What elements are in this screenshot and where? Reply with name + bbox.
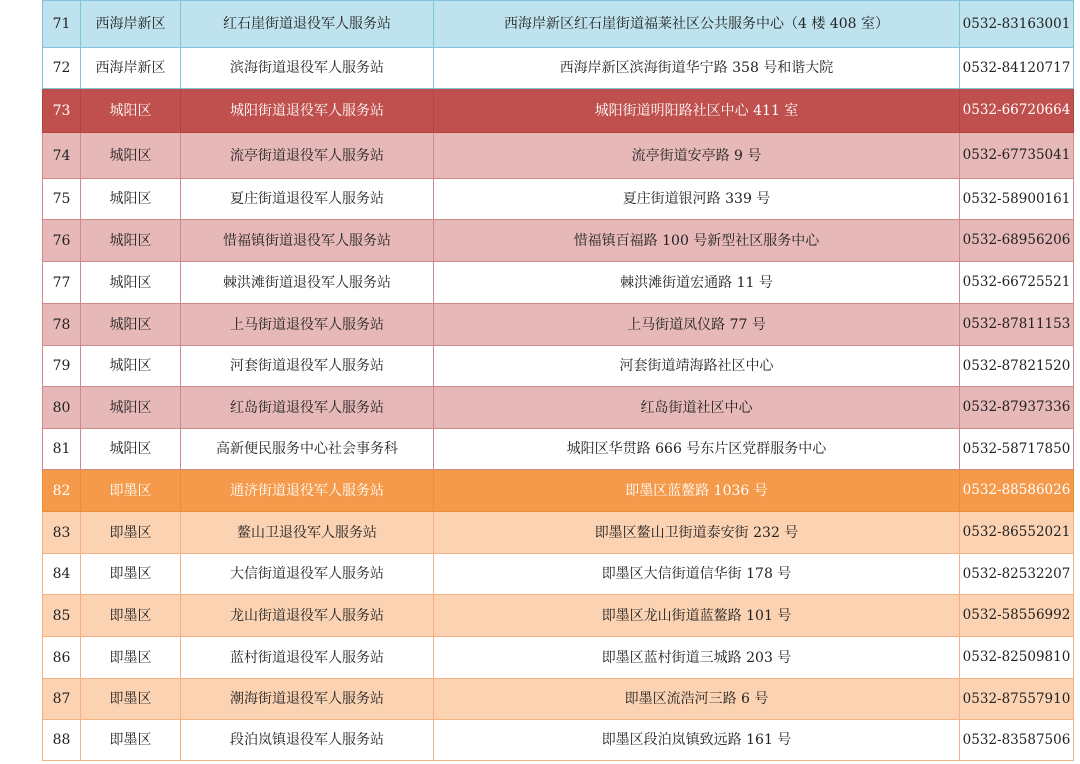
table-row [43, 429, 1074, 470]
row-number-cell: 87 [43, 679, 81, 720]
phone-cell: 0532-58717850 [960, 429, 1074, 470]
station-name-cell: 通济街道退役军人服务站 [181, 470, 434, 512]
service-station-table [42, 0, 1074, 761]
district-cell: 即墨区 [81, 554, 181, 595]
address-cell: 即墨区大信街道信华街 178 号 [434, 554, 960, 595]
row-number-cell: 74 [43, 133, 81, 179]
phone-cell: 0532-82532207 [960, 554, 1074, 595]
address-cell: 即墨区段泊岚镇致远路 161 号 [434, 720, 960, 761]
address-cell: 河套街道靖海路社区中心 [434, 346, 960, 387]
district-cell: 城阳区 [81, 220, 181, 262]
table-row [43, 470, 1074, 512]
table-row [43, 387, 1074, 429]
district-cell: 城阳区 [81, 262, 181, 304]
row-number-cell: 84 [43, 554, 81, 595]
phone-cell: 0532-58900161 [960, 179, 1074, 220]
address-cell: 城阳街道明阳路社区中心 411 室 [434, 89, 960, 133]
row-number-cell: 83 [43, 512, 81, 554]
table-row [43, 48, 1074, 89]
district-cell: 城阳区 [81, 133, 181, 179]
station-name-cell: 流亭街道退役军人服务站 [181, 133, 434, 179]
station-name-cell: 河套街道退役军人服务站 [181, 346, 434, 387]
district-cell: 即墨区 [81, 679, 181, 720]
station-name-cell: 惜福镇街道退役军人服务站 [181, 220, 434, 262]
district-cell: 城阳区 [81, 346, 181, 387]
row-number-cell: 88 [43, 720, 81, 761]
row-number-cell: 71 [43, 1, 81, 48]
table-row [43, 304, 1074, 346]
table-row [43, 262, 1074, 304]
phone-cell: 0532-66720664 [960, 89, 1074, 133]
address-cell: 城阳区华贯路 666 号东片区党群服务中心 [434, 429, 960, 470]
table-row [43, 637, 1074, 679]
address-cell: 西海岸新区红石崖街道福莱社区公共服务中心（4 楼 408 室） [434, 1, 960, 48]
phone-cell: 0532-87557910 [960, 679, 1074, 720]
district-cell: 即墨区 [81, 470, 181, 512]
row-number-cell: 82 [43, 470, 81, 512]
phone-cell: 0532-67735041 [960, 133, 1074, 179]
address-cell: 棘洪滩街道宏通路 11 号 [434, 262, 960, 304]
phone-cell: 0532-87821520 [960, 346, 1074, 387]
address-cell: 即墨区鳌山卫街道泰安街 232 号 [434, 512, 960, 554]
district-cell: 即墨区 [81, 512, 181, 554]
address-cell: 上马街道凤仪路 77 号 [434, 304, 960, 346]
table-row [43, 346, 1074, 387]
address-cell: 即墨区流浩河三路 6 号 [434, 679, 960, 720]
station-name-cell: 红岛街道退役军人服务站 [181, 387, 434, 429]
address-cell: 红岛街道社区中心 [434, 387, 960, 429]
address-cell: 西海岸新区滨海街道华宁路 358 号和谐大院 [434, 48, 960, 89]
phone-cell: 0532-86552021 [960, 512, 1074, 554]
row-number-cell: 72 [43, 48, 81, 89]
address-cell: 即墨区蓝村街道三城路 203 号 [434, 637, 960, 679]
table-row [43, 220, 1074, 262]
district-cell: 即墨区 [81, 595, 181, 637]
row-number-cell: 78 [43, 304, 81, 346]
station-name-cell: 高新便民服务中心社会事务科 [181, 429, 434, 470]
table-row [43, 179, 1074, 220]
address-cell: 流亭街道安亭路 9 号 [434, 133, 960, 179]
phone-cell: 0532-87811153 [960, 304, 1074, 346]
address-cell: 夏庄街道银河路 339 号 [434, 179, 960, 220]
phone-cell: 0532-58556992 [960, 595, 1074, 637]
phone-cell: 0532-83587506 [960, 720, 1074, 761]
station-name-cell: 潮海街道退役军人服务站 [181, 679, 434, 720]
table-row [43, 89, 1074, 133]
table-body [43, 1, 1074, 761]
district-cell: 城阳区 [81, 179, 181, 220]
station-name-cell: 滨海街道退役军人服务站 [181, 48, 434, 89]
district-cell: 即墨区 [81, 637, 181, 679]
table-row [43, 133, 1074, 179]
address-cell: 即墨区龙山街道蓝鳌路 101 号 [434, 595, 960, 637]
phone-cell: 0532-88586026 [960, 470, 1074, 512]
district-cell: 西海岸新区 [81, 48, 181, 89]
table-row [43, 554, 1074, 595]
station-name-cell: 红石崖街道退役军人服务站 [181, 1, 434, 48]
row-number-cell: 79 [43, 346, 81, 387]
row-number-cell: 76 [43, 220, 81, 262]
station-name-cell: 大信街道退役军人服务站 [181, 554, 434, 595]
phone-cell: 0532-84120717 [960, 48, 1074, 89]
station-name-cell: 夏庄街道退役军人服务站 [181, 179, 434, 220]
row-number-cell: 80 [43, 387, 81, 429]
station-name-cell: 段泊岚镇退役军人服务站 [181, 720, 434, 761]
table-row [43, 679, 1074, 720]
row-number-cell: 77 [43, 262, 81, 304]
station-name-cell: 蓝村街道退役军人服务站 [181, 637, 434, 679]
table-row [43, 595, 1074, 637]
station-name-cell: 龙山街道退役军人服务站 [181, 595, 434, 637]
phone-cell: 0532-82509810 [960, 637, 1074, 679]
station-name-cell: 鳌山卫退役军人服务站 [181, 512, 434, 554]
district-cell: 城阳区 [81, 387, 181, 429]
phone-cell: 0532-68956206 [960, 220, 1074, 262]
row-number-cell: 81 [43, 429, 81, 470]
phone-cell: 0532-83163001 [960, 1, 1074, 48]
district-cell: 西海岸新区 [81, 1, 181, 48]
district-cell: 城阳区 [81, 89, 181, 133]
district-cell: 即墨区 [81, 720, 181, 761]
station-name-cell: 棘洪滩街道退役军人服务站 [181, 262, 434, 304]
row-number-cell: 85 [43, 595, 81, 637]
district-cell: 城阳区 [81, 304, 181, 346]
row-number-cell: 86 [43, 637, 81, 679]
table-row [43, 1, 1074, 48]
table-row [43, 512, 1074, 554]
district-cell: 城阳区 [81, 429, 181, 470]
address-cell: 即墨区蓝鳌路 1036 号 [434, 470, 960, 512]
table-row [43, 720, 1074, 761]
row-number-cell: 73 [43, 89, 81, 133]
station-name-cell: 城阳街道退役军人服务站 [181, 89, 434, 133]
station-name-cell: 上马街道退役军人服务站 [181, 304, 434, 346]
phone-cell: 0532-66725521 [960, 262, 1074, 304]
address-cell: 惜福镇百福路 100 号新型社区服务中心 [434, 220, 960, 262]
row-number-cell: 75 [43, 179, 81, 220]
phone-cell: 0532-87937336 [960, 387, 1074, 429]
